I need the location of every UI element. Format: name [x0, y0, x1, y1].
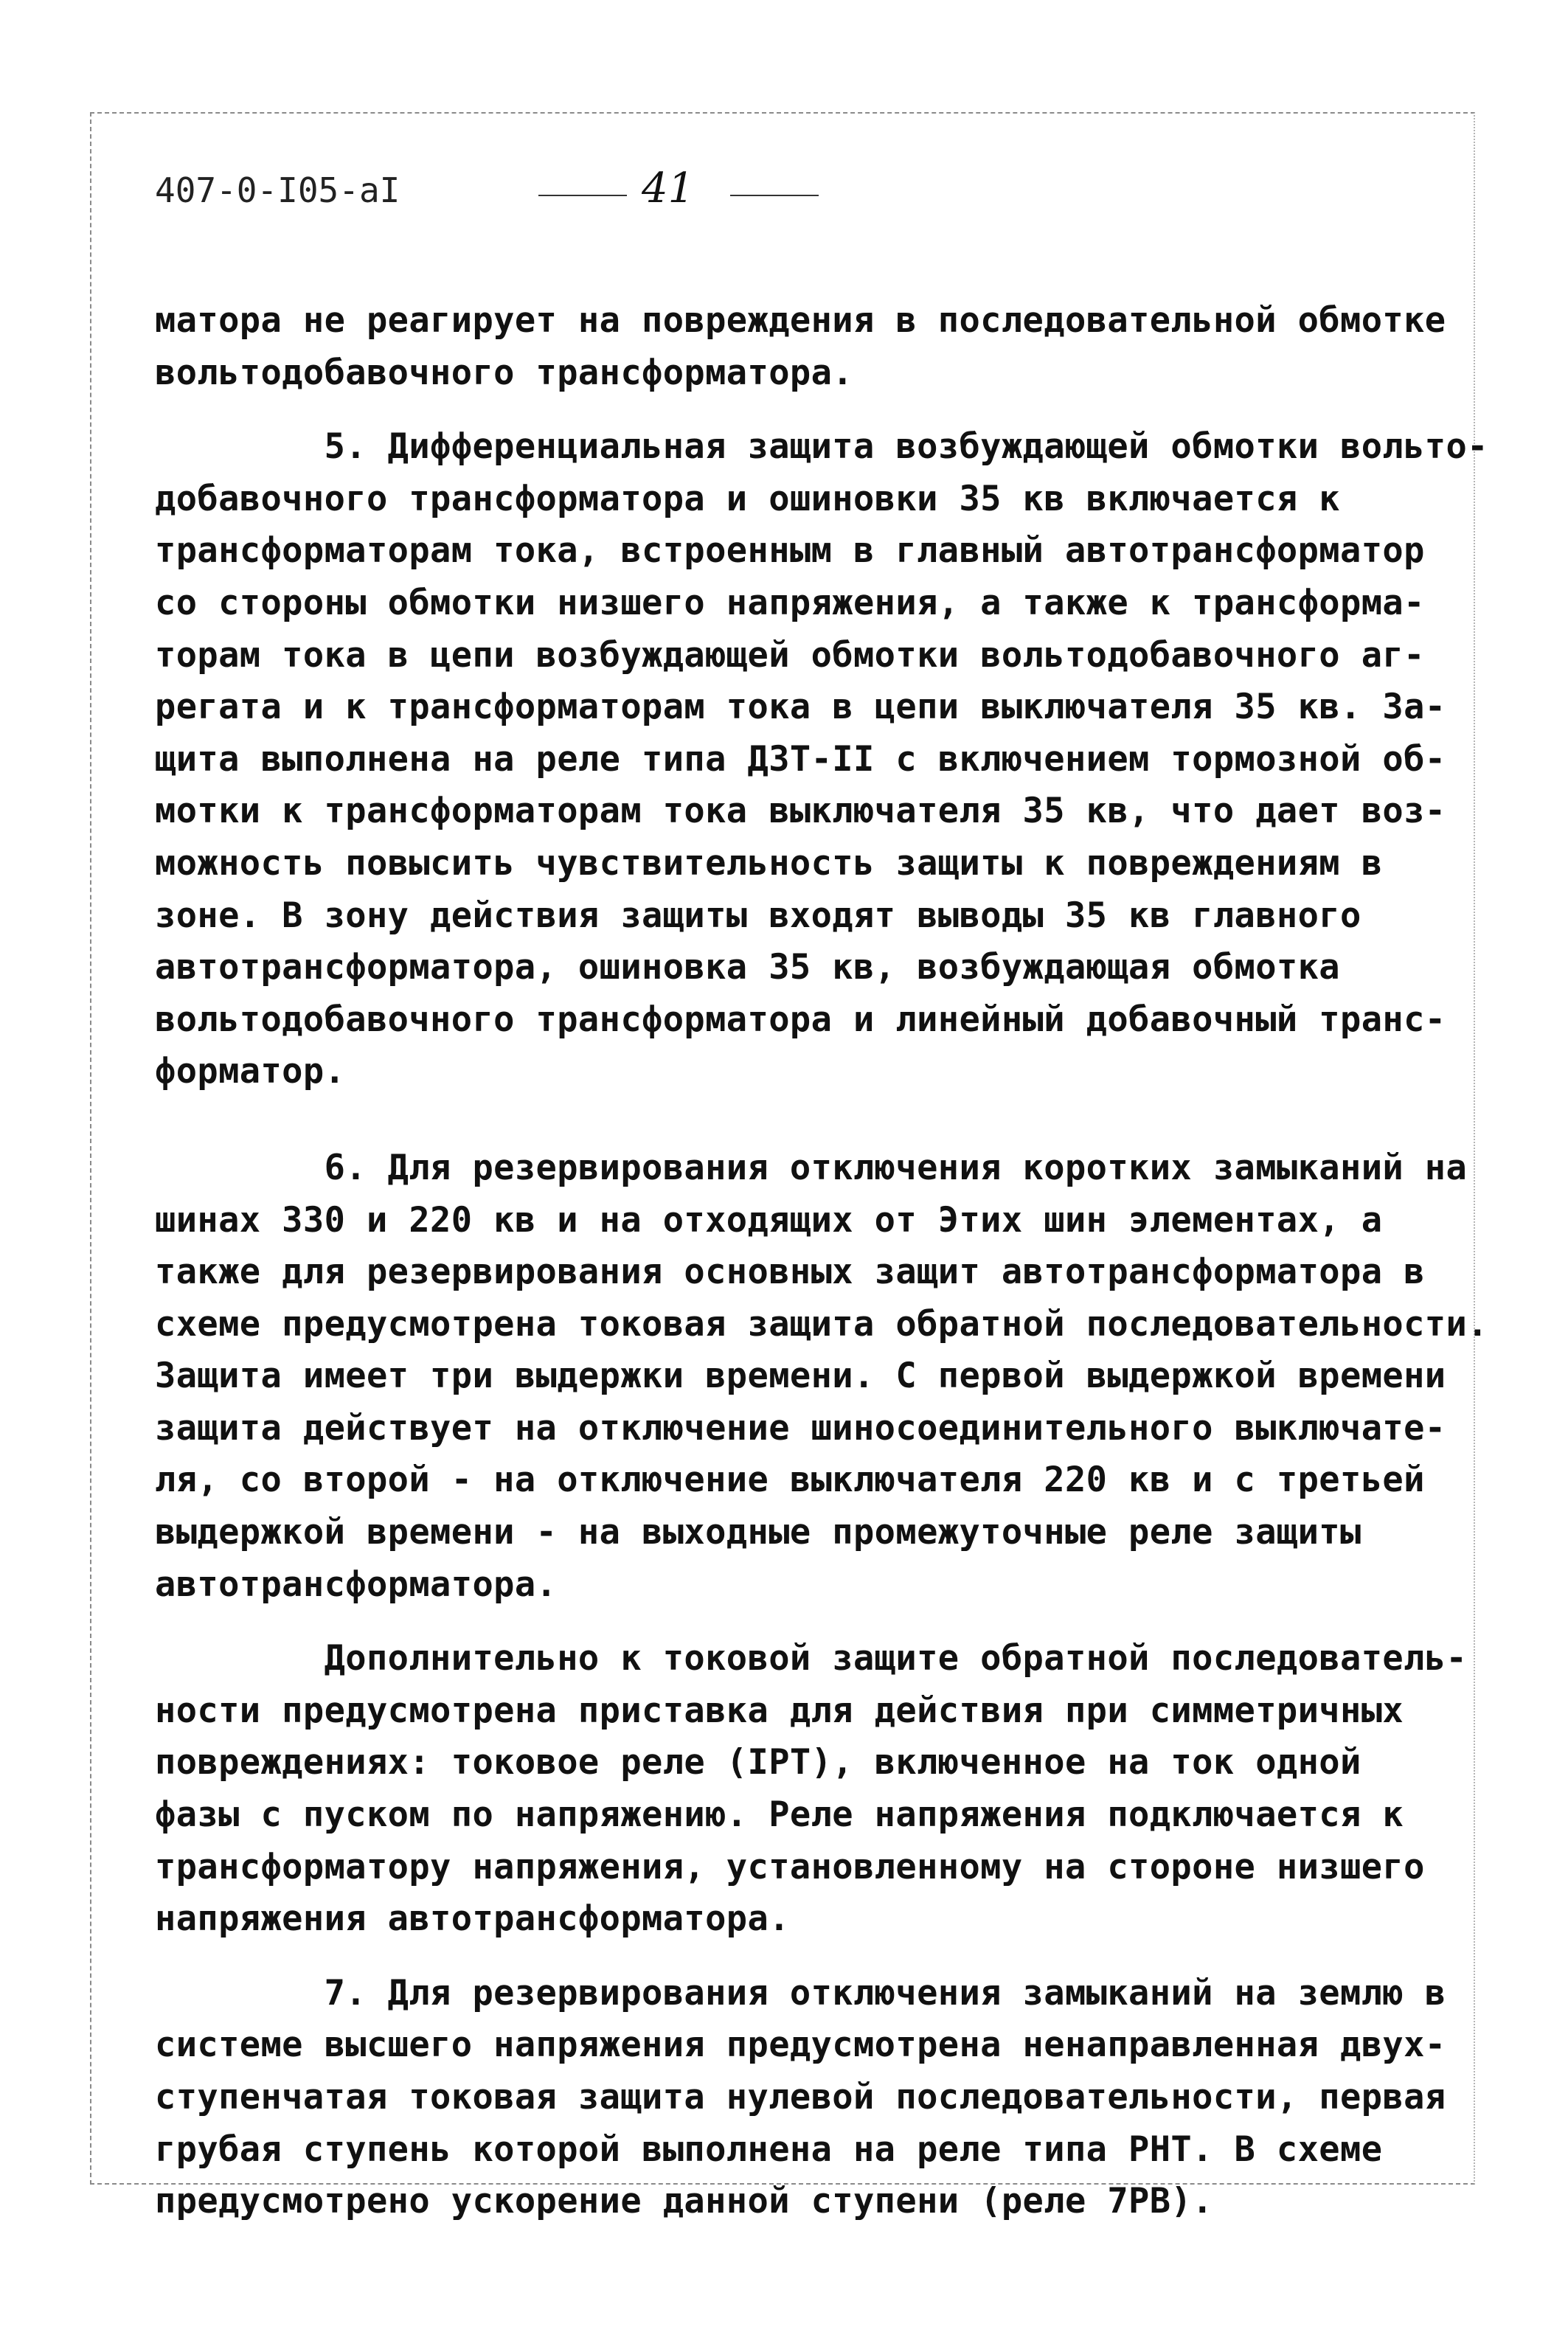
text-line: вольтодобавочного трансформатора и линейный добавочный транс- — [155, 999, 1446, 1040]
text-line: регата и к трансформаторам тока в цепи выключателя 35 кв. За- — [155, 687, 1446, 728]
text-line: выдержкой времени - на выходные промежуточные реле защиты — [155, 1512, 1361, 1553]
text-line: 6. Для резервирования отключения коротких замыканий на — [155, 1147, 1468, 1188]
text-line: ступенчатая токовая защита нулевой последовательности, первая — [155, 2077, 1446, 2117]
paragraph-item-5 — [155, 421, 1488, 1098]
text-line: автотрансформатора. — [155, 1564, 558, 1605]
page-number: 41 — [642, 164, 695, 212]
text-line: вольтодобавочного трансформатора. — [155, 352, 853, 393]
text-line: трансформатору напряжения, установленному на стороне низшего — [155, 1846, 1425, 1887]
text-line: щита выполнена на реле типа ДЗТ-II с включением тормозной об- — [155, 738, 1446, 780]
text-line: ности предусмотрена приставка для действия при симметричных — [155, 1690, 1404, 1731]
document-body — [155, 295, 1488, 2228]
paragraph-item-6 — [155, 1142, 1488, 1611]
text-line: мотки к трансформаторам тока выключателя 35 кв, что дает воз- — [155, 791, 1446, 832]
text-line: ля, со второй - на отключение выключателя 220 кв и с третьей — [155, 1460, 1425, 1501]
text-line: 5. Дифференциальная защита возбуждающей обмотки вольто- — [155, 426, 1488, 468]
text-line: защита действует на отключение шиносоединительного выключате- — [155, 1407, 1446, 1449]
text-line: можность повысить чувствительность защиты к повреждениям в — [155, 842, 1383, 884]
text-line: схеме предусмотрена токовая защита обратной последовательности. — [155, 1303, 1488, 1345]
text-line: Дополнительно к токовой защите обратной последователь- — [155, 1638, 1468, 1679]
text-line: торам тока в цепи возбуждающей обмотки вольтодобавочного аг- — [155, 634, 1425, 676]
text-line: добавочного трансформатора и ошиновки 35 кв включается к — [155, 478, 1340, 519]
text-line: также для резервирования основных защит автотрансформатора в — [155, 1252, 1425, 1293]
text-line: Защита имеет три выдержки времени. С первой выдержкой времени — [155, 1356, 1446, 1397]
text-line: шинах 330 и 220 кв и на отходящих от Этих шин элементах, а — [155, 1199, 1383, 1241]
text-line: автотрансформатора, ошиновка 35 кв, возбуждающая обмотка — [155, 947, 1340, 988]
page-number-dash-right — [730, 195, 819, 196]
text-line: трансформаторам тока, встроенным в главный автотрансформатор — [155, 530, 1425, 572]
text-line: матора не реагирует на повреждения в последовательной обмотке — [155, 300, 1446, 341]
text-line: повреждениях: токовое реле (IРТ), включенное на ток одной — [155, 1742, 1361, 1783]
paragraph-additional — [155, 1633, 1475, 1946]
text-line: системе высшего напряжения предусмотрена ненаправленная двух- — [155, 2025, 1446, 2066]
text-line: со стороны обмотки низшего напряжения, а также к трансформа- — [155, 582, 1425, 623]
text-line: грубая ступень которой выполнена на реле типа РНТ. В схеме — [155, 2129, 1383, 2170]
paragraph-continuation — [155, 295, 1475, 399]
text-line: форматор. — [155, 1051, 346, 1092]
text-line: напряжения автотрансформатора. — [155, 1898, 790, 1940]
page-number-dash-left — [538, 195, 627, 196]
text-line: фазы с пуском по напряжению. Реле напряжения подключается к — [155, 1794, 1404, 1836]
paragraph-item-7 — [155, 1968, 1475, 2228]
text-line: 7. Для резервирования отключения замыканий на землю в — [155, 1972, 1446, 2013]
text-line: зоне. В зону действия защиты входят выводы 35 кв главного — [155, 895, 1361, 936]
document-code: 407-0-I05-aI — [155, 170, 400, 210]
page-header — [155, 164, 892, 227]
text-line: предусмотрено ускорение данной ступени (реле 7РВ). — [155, 2181, 1213, 2222]
